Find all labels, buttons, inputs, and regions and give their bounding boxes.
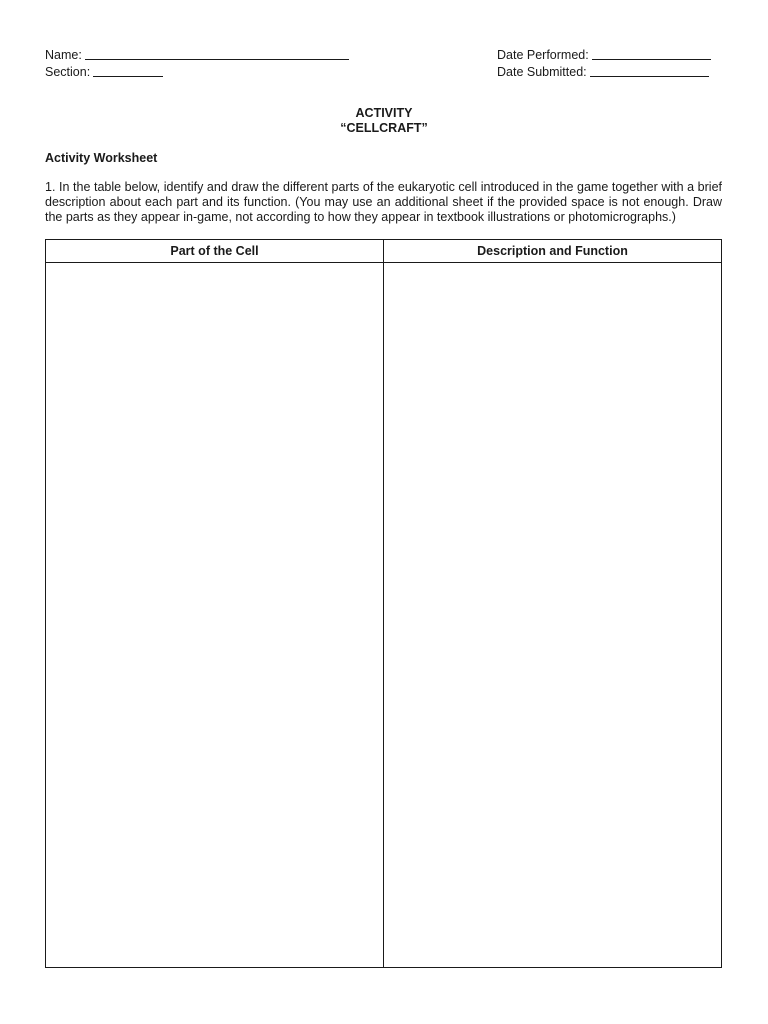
- name-blank-line[interactable]: [85, 47, 349, 60]
- part-of-cell-answer-cell[interactable]: [46, 263, 384, 967]
- section-blank-line[interactable]: [93, 64, 163, 77]
- instructions-paragraph: 1. In the table below, identify and draw the different parts of the eukaryotic cell introduced in the game together with a brief description about each part and its function. (You may use an additional sheet if the provided space is not enough. Draw the parts as they appear in-game, not according to how they appear in textbook illustrations or photomicrographs.): [45, 180, 722, 224]
- date-performed-label: Date Performed:: [497, 48, 589, 62]
- date-submitted-blank-line[interactable]: [590, 64, 709, 77]
- date-performed-blank-line[interactable]: [592, 47, 711, 60]
- cell-parts-table: [45, 239, 722, 968]
- date-submitted-row: [497, 63, 711, 80]
- name-label: Name:: [45, 48, 82, 62]
- column-header-description: Description and Function: [477, 244, 628, 258]
- name-field-row: [45, 46, 349, 63]
- title-line-2: “CELLCRAFT”: [340, 121, 428, 135]
- title-line-1: ACTIVITY: [355, 106, 413, 120]
- date-info-block: [497, 46, 711, 80]
- date-submitted-label: Date Submitted:: [497, 65, 587, 79]
- student-info-block: [45, 46, 349, 80]
- section-field-row: [45, 63, 349, 80]
- activity-title: [0, 106, 768, 136]
- table-header-row: [46, 240, 721, 263]
- section-label: Section:: [45, 65, 91, 79]
- description-answer-cell[interactable]: [384, 263, 721, 967]
- section-heading: Activity Worksheet: [45, 151, 158, 165]
- column-header-part: Part of the Cell: [46, 240, 384, 262]
- date-performed-row: [497, 46, 711, 63]
- table-body-row: [46, 263, 721, 967]
